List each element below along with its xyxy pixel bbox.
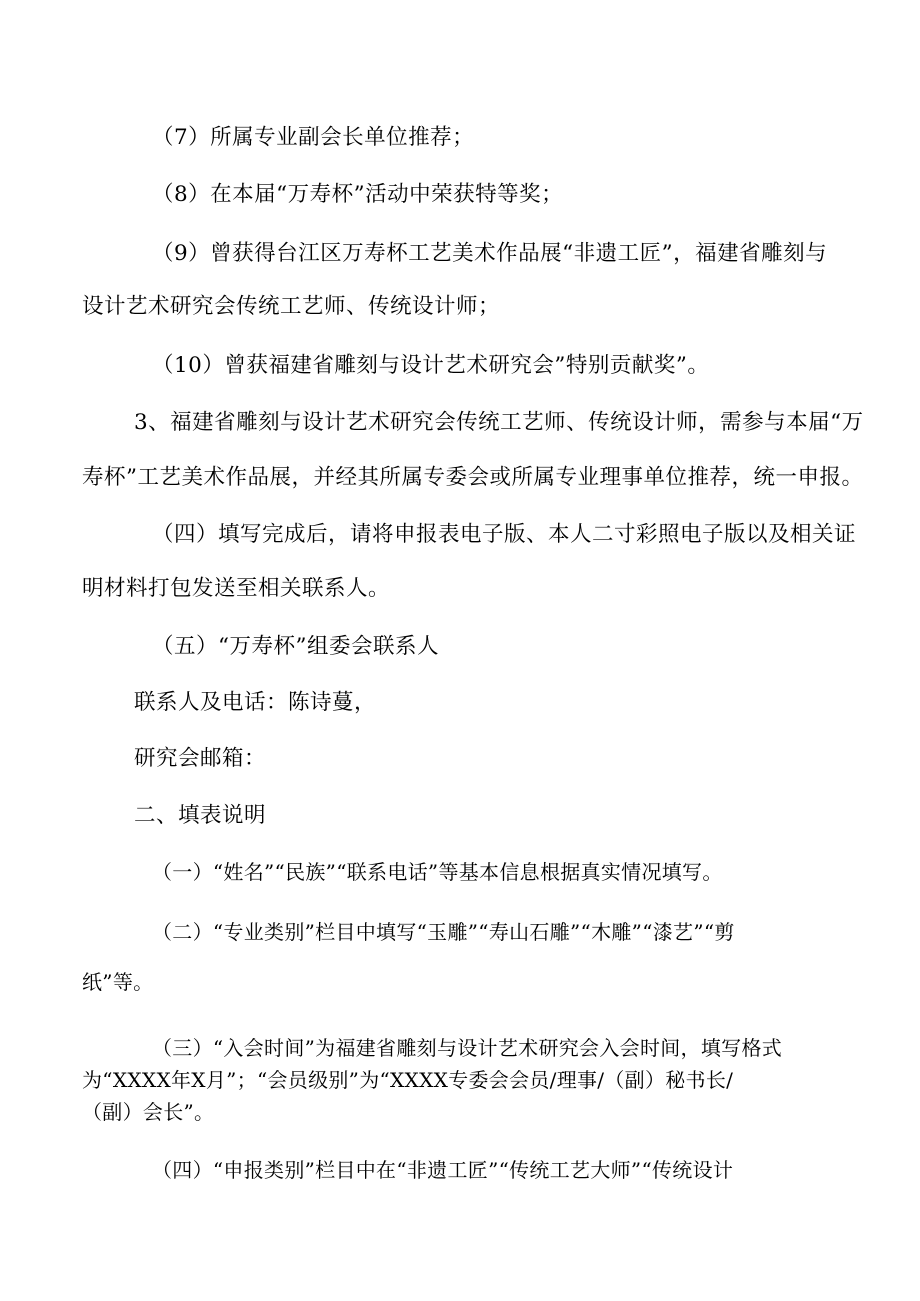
contact-person: 联系人及电话：陈诗蔓， <box>134 690 377 715</box>
instruction-2-line-2: 纸”等。 <box>82 970 154 994</box>
instruction-3-line-2: 为“XXXX年X月”；“会员级别”为“XXXX专委会会员/理事/（副）秘书长/ <box>82 1068 734 1092</box>
instruction-1: （一）“姓名”“民族”“联系电话”等基本信息根据真实情况填写。 <box>152 860 723 884</box>
instruction-3-line-1: （三）“入会时间”为福建省雕刻与设计艺术研究会入会时间，填写格式 <box>152 1036 783 1060</box>
list-item-9-line-2: 设计艺术研究会传统工艺师、传统设计师； <box>82 294 501 319</box>
paragraph-3-line-1: 3、福建省雕刻与设计艺术研究会传统工艺师、传统设计师，需参与本届“万 <box>134 410 864 435</box>
section-5-heading: （五）“万寿杯”组委会联系人 <box>152 634 439 659</box>
instruction-4-line-1: （四）“申报类别”栏目中在“非遗工匠”“传统工艺大师”“传统设计 <box>152 1158 734 1182</box>
list-item-8: （8）在本届“万寿杯”活动中荣获特等奖； <box>152 182 564 207</box>
association-email: 研究会邮箱： <box>134 746 267 771</box>
paragraph-3-line-2: 寿杯”工艺美术作品展，并经其所属专委会或所属专业理事单位推荐，统一申报。 <box>82 465 864 490</box>
list-item-10: （10）曾获福建省雕刻与设计艺术研究会”特别贡献奖”。 <box>152 353 710 378</box>
section-4-line-2: 明材料打包发送至相关联系人。 <box>82 576 391 601</box>
instruction-3-line-3: （副）会长”。 <box>82 1100 215 1124</box>
section-4-line-1: （四）填写完成后，请将申报表电子版、本人二寸彩照电子版以及相关证 <box>152 522 857 547</box>
instruction-2-line-1: （二）“专业类别”栏目中填写“玉雕”“寿山石雕”“木雕”“漆艺”“剪 <box>152 920 735 944</box>
list-item-9-line-1: （9）曾获得台江区万寿杯工艺美术作品展“非遗工匠”，福建省雕刻与 <box>152 241 828 266</box>
section-2-heading: 二、填表说明 <box>134 803 267 828</box>
list-item-7: （7）所属专业副会长单位推荐； <box>152 125 475 150</box>
